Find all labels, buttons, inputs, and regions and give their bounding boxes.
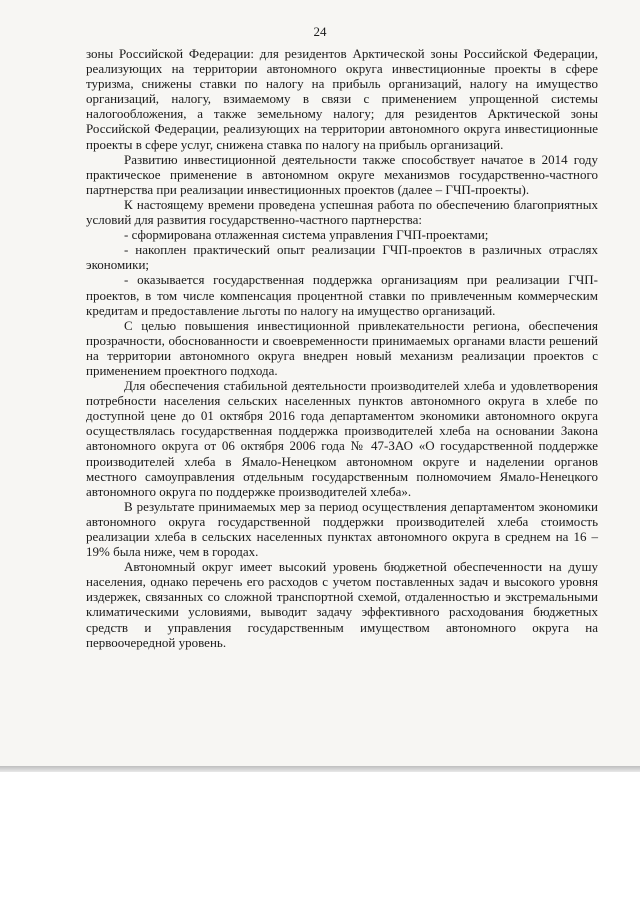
document-body <box>86 46 598 650</box>
paragraph-ppp-conditions: К настоящему времени проведена успешная работа по обеспечению благоприятных условий для развития государственно-частного партнерства: <box>86 196 598 228</box>
paragraph-investment-ppp: Развитию инвестиционной деятельности также способствует начатое в 2014 году практическое применение в автономном округе механизмов государственно-частного партнерства при реализации инвестиционных проектов (далее – ГЧП-проекты). <box>86 151 598 197</box>
blank-area <box>0 772 640 905</box>
paragraph-project-approach: С целью повышения инвестиционной привлекательности региона, обеспечения прозрачности, обоснованности и своевременности принимаемых органами власти решений на территории автономного округа внедрен новый механизм реализации проектов с применением проектного подхода. <box>86 317 598 378</box>
page-number: 24 <box>313 24 327 39</box>
paragraph-bread-support: Для обеспечения стабильной деятельности производителей хлеба и удовлетворения потребности населения сельских населенных пунктов автономного округа в хлебе по доступной цене до 01 октября 2016 года департаментом экономики автономного округа осуществлялась государственная поддержка производителей хлеба на основании Закона автономного округа от 06 октября 2006 года № 47-ЗАО «О государственной поддержке производителей хлеба в Ямало-Ненецком автономном округе и наделении органов местного самоуправления отдельным государственным полномочием Ямало-Ненецкого автономного округа по поддержке производителей хлеба». <box>86 378 598 499</box>
list-item-ppp-support: - оказывается государственная поддержка организациям при реализации ГЧП-проектов, в том числе компенсация процентной ставки по привлеченным коммерческим кредитам и предоставление льготы по налогу на имущество организаций. <box>86 272 598 318</box>
list-item-ppp-system: - сформирована отлаженная система управления ГЧП-проектами; <box>124 227 489 243</box>
list-item-ppp-experience: - накоплен практический опыт реализации ГЧП-проектов в различных отраслях экономики; <box>86 242 598 273</box>
paragraph-bread-result: В результате принимаемых мер за период осуществления департаментом экономики автономного округа государственной поддержки производителей хлеба стоимость реализации хлеба в сельских населенных пунктах автономного округа в среднем на 16 – 19% была ниже, чем в городах. <box>86 498 598 560</box>
paragraph-budget-provision: Автономный округ имеет высокий уровень бюджетной обеспеченности на душу населения, однако перечень его расходов с учетом поставленных задач и высокого уровня издержек, связанных со сложной транспортной схемой, отдаленностью и экстремальными климатическими условиями, выводит задачу эффективного расходования бюджетных средств и управления государственным имуществом автономного округа на первоочередной уровень. <box>86 559 598 650</box>
paragraph-arctic-zone: зоны Российской Федерации: для резидентов Арктической зоны Российской Федерации, реализующих на территории автономного округа инвестиционные проекты в сфере туризма, снижены ставки по налогу на прибыль организаций, налогу на имущество организаций, налогу, взимаемому в связи с применением упрощенной системы налогообложения, а также земельному налогу; для резидентов Арктической зоны Российской Федерации, реализующих на территории автономного округа инвестиционные проекты в сфере услуг, снижена ставка по налогу на прибыль организаций. <box>86 46 598 152</box>
